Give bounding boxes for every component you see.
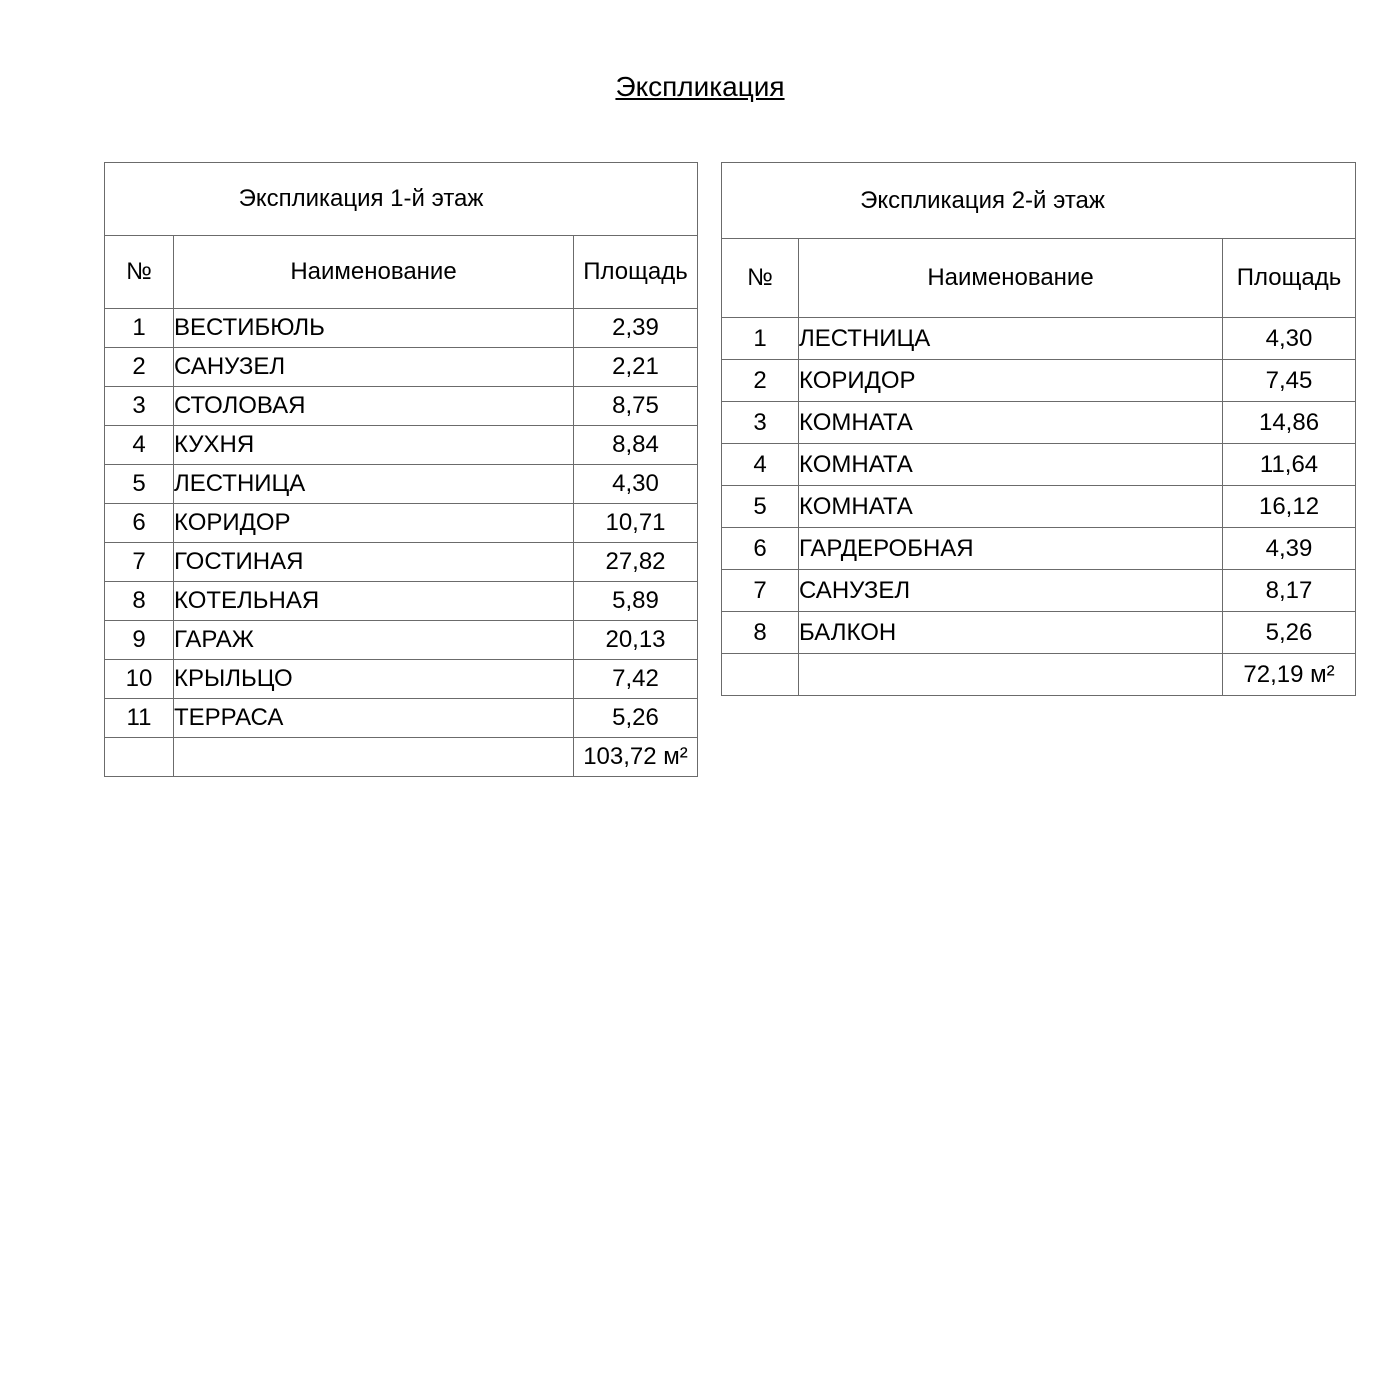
room-name-cell: САНУЗЕЛ (799, 570, 1223, 612)
room-area-cell: 8,17 (1223, 570, 1356, 612)
table-row (722, 486, 1356, 528)
room-area-cell: 14,86 (1223, 402, 1356, 444)
table-title-row (105, 163, 698, 236)
row-number-cell: 5 (722, 486, 799, 528)
column-header-number: № (105, 236, 174, 309)
row-number-cell: 4 (105, 426, 174, 465)
room-area-cell: 5,26 (1223, 612, 1356, 654)
table-row (722, 318, 1356, 360)
page-title: Экспликация (615, 71, 785, 102)
row-number-cell: 9 (105, 621, 174, 660)
row-number-cell: 7 (105, 543, 174, 582)
room-name-cell: КОМНАТА (799, 486, 1223, 528)
room-name-cell: КОТЕЛЬНАЯ (174, 582, 574, 621)
room-name-cell: КОМНАТА (799, 402, 1223, 444)
room-name-cell: КОРИДОР (174, 504, 574, 543)
room-name-cell: СТОЛОВАЯ (174, 387, 574, 426)
table-row (105, 621, 698, 660)
table-row (105, 465, 698, 504)
room-name-cell: ГОСТИНАЯ (174, 543, 574, 582)
total-area-cell: 72,19 м² (1223, 654, 1356, 696)
explication-table-floor-2 (721, 162, 1356, 696)
row-number-cell: 3 (722, 402, 799, 444)
room-area-cell: 16,12 (1223, 486, 1356, 528)
table-row (722, 528, 1356, 570)
column-header-row (105, 236, 698, 309)
table-title-row (722, 163, 1356, 239)
column-header-area: Площадь (574, 236, 698, 309)
row-number-cell: 8 (105, 582, 174, 621)
table-row (105, 699, 698, 738)
table-row (105, 582, 698, 621)
column-header-area: Площадь (1223, 239, 1356, 318)
room-name-cell: САНУЗЕЛ (174, 348, 574, 387)
row-number-cell: 1 (722, 318, 799, 360)
row-number-cell: 7 (722, 570, 799, 612)
room-area-cell: 11,64 (1223, 444, 1356, 486)
room-name-cell: ТЕРРАСА (174, 699, 574, 738)
room-area-cell: 27,82 (574, 543, 698, 582)
room-area-cell: 8,75 (574, 387, 698, 426)
room-area-cell: 8,84 (574, 426, 698, 465)
room-area-cell: 7,45 (1223, 360, 1356, 402)
table-row (105, 426, 698, 465)
table-row (722, 360, 1356, 402)
total-row (105, 738, 698, 777)
table-row (105, 543, 698, 582)
row-number-cell: 1 (105, 309, 174, 348)
row-number-cell: 4 (722, 444, 799, 486)
table-body (105, 309, 698, 777)
row-number-cell: 2 (105, 348, 174, 387)
table-title: Экспликация 1-й этаж (105, 163, 698, 236)
room-area-cell: 4,30 (1223, 318, 1356, 360)
room-name-cell: КОМНАТА (799, 444, 1223, 486)
table-head (105, 163, 698, 309)
table-row (105, 504, 698, 543)
room-name-cell: БАЛКОН (799, 612, 1223, 654)
room-name-cell: ВЕСТИБЮЛЬ (174, 309, 574, 348)
room-name-cell: КУХНЯ (174, 426, 574, 465)
explication-table-floor-1 (104, 162, 698, 777)
table-row (722, 570, 1356, 612)
row-number-cell: 3 (105, 387, 174, 426)
column-header-number: № (722, 239, 799, 318)
room-name-cell: КОРИДОР (799, 360, 1223, 402)
row-number-cell: 10 (105, 660, 174, 699)
row-number-cell: 6 (722, 528, 799, 570)
table-body (722, 318, 1356, 696)
total-row (722, 654, 1356, 696)
row-number-cell: 5 (105, 465, 174, 504)
empty-cell (799, 654, 1223, 696)
room-name-cell: ГАРДЕРОБНАЯ (799, 528, 1223, 570)
empty-cell (722, 654, 799, 696)
row-number-cell: 8 (722, 612, 799, 654)
room-area-cell: 2,21 (574, 348, 698, 387)
row-number-cell: 6 (105, 504, 174, 543)
table-row (722, 402, 1356, 444)
room-name-cell: КРЫЛЬЦО (174, 660, 574, 699)
table-row (722, 444, 1356, 486)
total-area-cell: 103,72 м² (574, 738, 698, 777)
table-title: Экспликация 2-й этаж (722, 163, 1356, 239)
empty-cell (174, 738, 574, 777)
row-number-cell: 2 (722, 360, 799, 402)
room-name-cell: ЛЕСТНИЦА (174, 465, 574, 504)
room-area-cell: 4,39 (1223, 528, 1356, 570)
column-header-row (722, 239, 1356, 318)
table-row (105, 309, 698, 348)
table-row (722, 612, 1356, 654)
room-area-cell: 5,89 (574, 582, 698, 621)
room-area-cell: 20,13 (574, 621, 698, 660)
row-number-cell: 11 (105, 699, 174, 738)
table-row (105, 387, 698, 426)
table-head (722, 163, 1356, 318)
room-area-cell: 2,39 (574, 309, 698, 348)
room-area-cell: 10,71 (574, 504, 698, 543)
table-row (105, 348, 698, 387)
room-name-cell: ГАРАЖ (174, 621, 574, 660)
column-header-name: Наименование (174, 236, 574, 309)
table-row (105, 660, 698, 699)
room-area-cell: 7,42 (574, 660, 698, 699)
room-area-cell: 5,26 (574, 699, 698, 738)
column-header-name: Наименование (799, 239, 1223, 318)
room-area-cell: 4,30 (574, 465, 698, 504)
empty-cell (105, 738, 174, 777)
room-name-cell: ЛЕСТНИЦА (799, 318, 1223, 360)
